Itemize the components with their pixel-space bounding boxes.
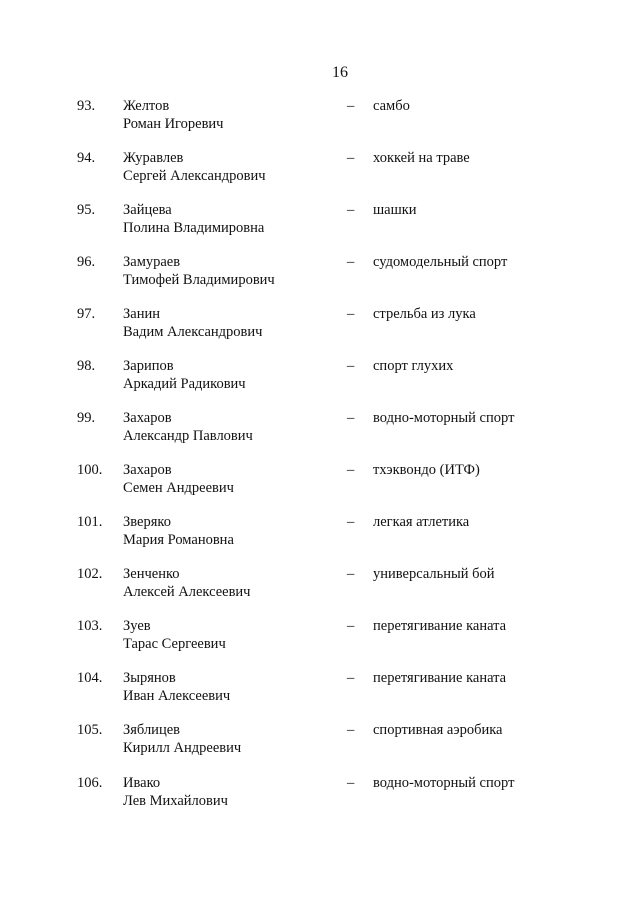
entry-given-name: Лев Михайлович bbox=[123, 793, 228, 809]
entry-surname: Зырянов bbox=[123, 670, 176, 686]
entry-number: 102. bbox=[77, 566, 103, 582]
entry-given-name: Вадим Александрович bbox=[123, 324, 263, 340]
entry-dash: – bbox=[347, 462, 355, 478]
entry-dash: – bbox=[347, 618, 355, 634]
entry-number: 103. bbox=[77, 618, 103, 634]
entry-surname: Зверяко bbox=[123, 514, 171, 530]
entry-sport: спорт глухих bbox=[373, 358, 454, 374]
list-item bbox=[0, 669, 640, 709]
list-item bbox=[0, 357, 640, 397]
entry-number: 96. bbox=[77, 254, 96, 270]
entry-sport: перетягивание каната bbox=[373, 670, 507, 686]
list-item bbox=[0, 253, 640, 293]
entry-surname: Зяблицев bbox=[123, 722, 180, 738]
entry-sport: стрельба из лука bbox=[373, 306, 476, 322]
entry-given-name: Кирилл Андреевич bbox=[123, 740, 242, 756]
entry-sport: универсальный бой bbox=[373, 566, 495, 582]
entry-dash: – bbox=[347, 98, 355, 114]
list-item bbox=[0, 565, 640, 605]
entry-surname: Захаров bbox=[123, 410, 172, 426]
entry-sport: тхэквондо (ИТФ) bbox=[373, 462, 480, 478]
entry-dash: – bbox=[347, 670, 355, 686]
entry-dash: – bbox=[347, 410, 355, 426]
entry-surname: Захаров bbox=[123, 462, 172, 478]
list-item bbox=[0, 461, 640, 501]
entry-sport: самбо bbox=[373, 98, 410, 114]
entry-dash: – bbox=[347, 150, 355, 166]
entry-dash: – bbox=[347, 254, 355, 270]
list-item bbox=[0, 201, 640, 241]
entry-number: 95. bbox=[77, 202, 96, 218]
entry-dash: – bbox=[347, 358, 355, 374]
list-item bbox=[0, 97, 640, 137]
entry-number: 104. bbox=[77, 670, 103, 686]
entry-surname: Зайцева bbox=[123, 202, 172, 218]
entry-dash: – bbox=[347, 566, 355, 582]
entry-number: 106. bbox=[77, 775, 103, 791]
entry-surname: Желтов bbox=[123, 98, 170, 114]
list-item bbox=[0, 774, 640, 814]
entry-given-name: Алексей Алексеевич bbox=[123, 584, 251, 600]
entry-given-name: Тимофей Владимирович bbox=[123, 272, 275, 288]
list-item bbox=[0, 513, 640, 553]
entry-sport: хоккей на траве bbox=[373, 150, 470, 166]
entry-given-name: Александр Павлович bbox=[123, 428, 253, 444]
entry-sport: шашки bbox=[373, 202, 417, 218]
list-item bbox=[0, 149, 640, 189]
entry-dash: – bbox=[347, 202, 355, 218]
entry-number: 101. bbox=[77, 514, 103, 530]
entry-sport: водно-моторный спорт bbox=[373, 410, 515, 426]
entry-dash: – bbox=[347, 775, 355, 791]
entry-sport: перетягивание каната bbox=[373, 618, 507, 634]
list-item bbox=[0, 721, 640, 761]
entry-surname: Журавлев bbox=[123, 150, 184, 166]
entry-surname: Зенченко bbox=[123, 566, 180, 582]
entry-given-name: Мария Романовна bbox=[123, 532, 234, 548]
entry-given-name: Иван Алексеевич bbox=[123, 688, 231, 704]
entry-dash: – bbox=[347, 306, 355, 322]
entry-number: 93. bbox=[77, 98, 96, 114]
entry-number: 98. bbox=[77, 358, 96, 374]
entry-dash: – bbox=[347, 514, 355, 530]
entry-surname: Занин bbox=[123, 306, 160, 322]
entry-given-name: Полина Владимировна bbox=[123, 220, 265, 236]
entry-number: 94. bbox=[77, 150, 96, 166]
entry-given-name: Семен Андреевич bbox=[123, 480, 234, 496]
list-item bbox=[0, 617, 640, 657]
entry-surname: Ивако bbox=[123, 775, 161, 791]
entry-number: 100. bbox=[77, 462, 103, 478]
entry-sport: водно-моторный спорт bbox=[373, 775, 515, 791]
entry-sport: судомодельный спорт bbox=[373, 254, 508, 270]
entry-number: 105. bbox=[77, 722, 103, 738]
entry-surname: Зуев bbox=[123, 618, 151, 634]
entry-given-name: Тарас Сергеевич bbox=[123, 636, 226, 652]
entry-surname: Замураев bbox=[123, 254, 181, 270]
entry-number: 99. bbox=[77, 410, 96, 426]
entry-given-name: Роман Игоревич bbox=[123, 116, 224, 132]
entry-given-name: Аркадий Радикович bbox=[123, 376, 246, 392]
page-number: 16 bbox=[332, 64, 348, 81]
entry-number: 97. bbox=[77, 306, 96, 322]
entry-sport: легкая атлетика bbox=[373, 514, 470, 530]
list-item bbox=[0, 409, 640, 449]
list-item bbox=[0, 305, 640, 345]
entry-dash: – bbox=[347, 722, 355, 738]
entry-given-name: Сергей Александрович bbox=[123, 168, 266, 184]
entry-sport: спортивная аэробика bbox=[373, 722, 503, 738]
entry-surname: Зарипов bbox=[123, 358, 174, 374]
